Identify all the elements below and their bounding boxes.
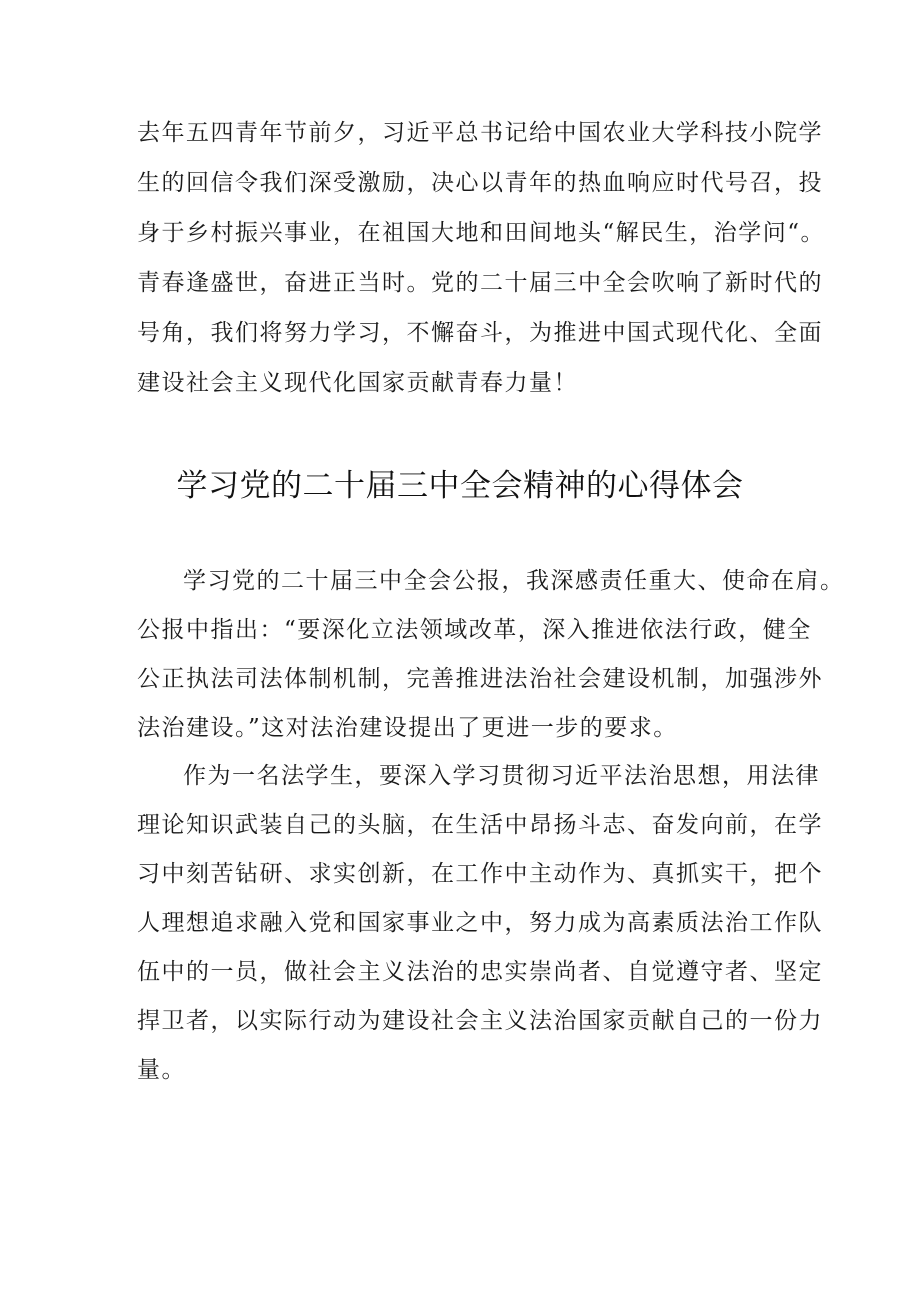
article-title: 学习党的二十届三中全会精神的心得体会 — [176, 468, 744, 504]
paragraph-2-line-7: 量。 — [137, 1057, 186, 1083]
intro-line-6: 建设社会主义现代化国家贡献青春力量！ — [137, 370, 578, 396]
paragraph-2-line-4: 人理想追求融入党和国家事业之中，努力成为高素质法治工作队 — [137, 910, 823, 936]
intro-line-3: 身于乡村振兴事业，在祖国大地和田间地头“解民生，治学问“。 — [137, 220, 826, 246]
intro-line-1: 去年五四青年节前夕，习近平总书记给中国农业大学科技小院学 — [137, 120, 823, 146]
paragraph-1-line-1: 学习党的二十届三中全会公报，我深感责任重大、使命在肩。 — [183, 568, 845, 594]
intro-line-5: 号角，我们将努力学习，不懈奋斗，为推进中国式现代化、全面 — [137, 320, 823, 346]
paragraph-1-line-4: 法治建设。”这对法治建设提出了更进一步的要求。 — [137, 715, 678, 741]
intro-line-4: 青春逢盛世，奋进正当时。党的二十届三中全会吹响了新时代的 — [137, 270, 823, 296]
paragraph-2-line-5: 伍中的一员，做社会主义法治的忠实崇尚者、自觉遵守者、坚定 — [137, 959, 823, 985]
paragraph-2-line-6: 捍卫者，以实际行动为建设社会主义法治国家贡献自己的一份力 — [137, 1008, 823, 1034]
paragraph-2-line-1: 作为一名法学生，要深入学习贯彻习近平法治思想，用法律 — [183, 763, 820, 789]
paragraph-1-line-3: 公正执法司法体制机制，完善推进法治社会建设机制，加强涉外 — [137, 666, 823, 692]
intro-line-2: 生的回信令我们深受激励，决心以青年的热血响应时代号召，投 — [137, 170, 823, 196]
paragraph-2-line-2: 理论知识武装自己的头脑，在生活中昂扬斗志、奋发向前，在学 — [137, 812, 823, 838]
paragraph-2-line-3: 习中刻苦钻研、求实创新，在工作中主动作为、真抓实干，把个 — [137, 861, 823, 887]
paragraph-1-line-2: 公报中指出：“要深化立法领域改革，深入推进依法行政，健全 — [137, 617, 812, 643]
